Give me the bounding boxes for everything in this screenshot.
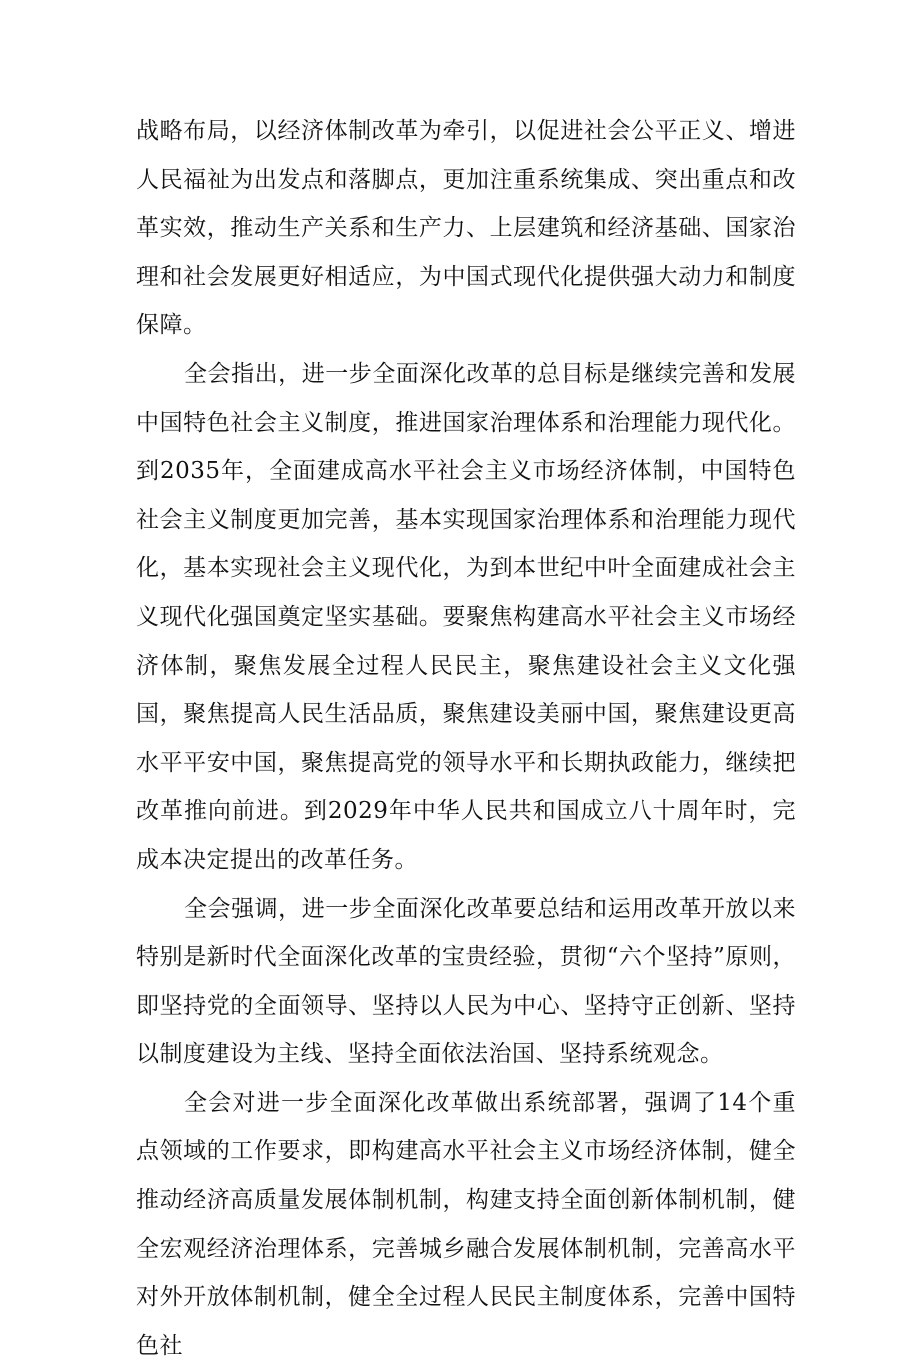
paragraph-plenum-deployment: 全会对进一步全面深化改革做出系统部署，强调了14个重点领域的工作要求，即构建高水平社会主义市场经济体制，健全推动经济高质量发展体制机制，构建支持全面创新体制机制，健全宏观经济治理体系，完善城乡融合发展体制机制，完善高水平对外开放体制机制，健全全过程人民民主制度体系，完善中国特色社	[136, 1089, 796, 1359]
paragraph-continuation: 战略布局，以经济体制改革为牵引，以促进社会公平正义、增进人民福祉为出发点和落脚点，更加注重系统集成、突出重点和改革实效，推动生产关系和生产力、上层建筑和经济基础、国家治理和社会发展更好相适应，为中国式现代化提供强大动力和制度保障。	[136, 118, 796, 339]
paragraph-plenum-principles: 全会强调，进一步全面深化改革要总结和运用改革开放以来特别是新时代全面深化改革的宝贵经验，贯彻“六个坚持”原则，即坚持党的全面领导、坚持以人民为中心、坚持守正创新、坚持以制度建设为主线、坚持全面依法治国、坚持系统观念。	[136, 895, 796, 1068]
document-body	[136, 107, 796, 1370]
paragraph-plenum-goals: 全会指出，进一步全面深化改革的总目标是继续完善和发展中国特色社会主义制度，推进国家治理体系和治理能力现代化。到2035年，全面建成高水平社会主义市场经济体制，中国特色社会主义制度更加完善，基本实现国家治理体系和治理能力现代化，基本实现社会主义现代化，为到本世纪中叶全面建成社会主义现代化强国奠定坚实基础。要聚焦构建高水平社会主义市场经济体制，聚焦发展全过程人民民主，聚焦建设社会主义文化强国，聚焦提高人民生活品质，聚焦建设美丽中国，聚焦建设更高水平平安中国，聚焦提高党的领导水平和长期执政能力，继续把改革推向前进。到2029年中华人民共和国成立八十周年时，完成本决定提出的改革任务。	[136, 360, 796, 873]
